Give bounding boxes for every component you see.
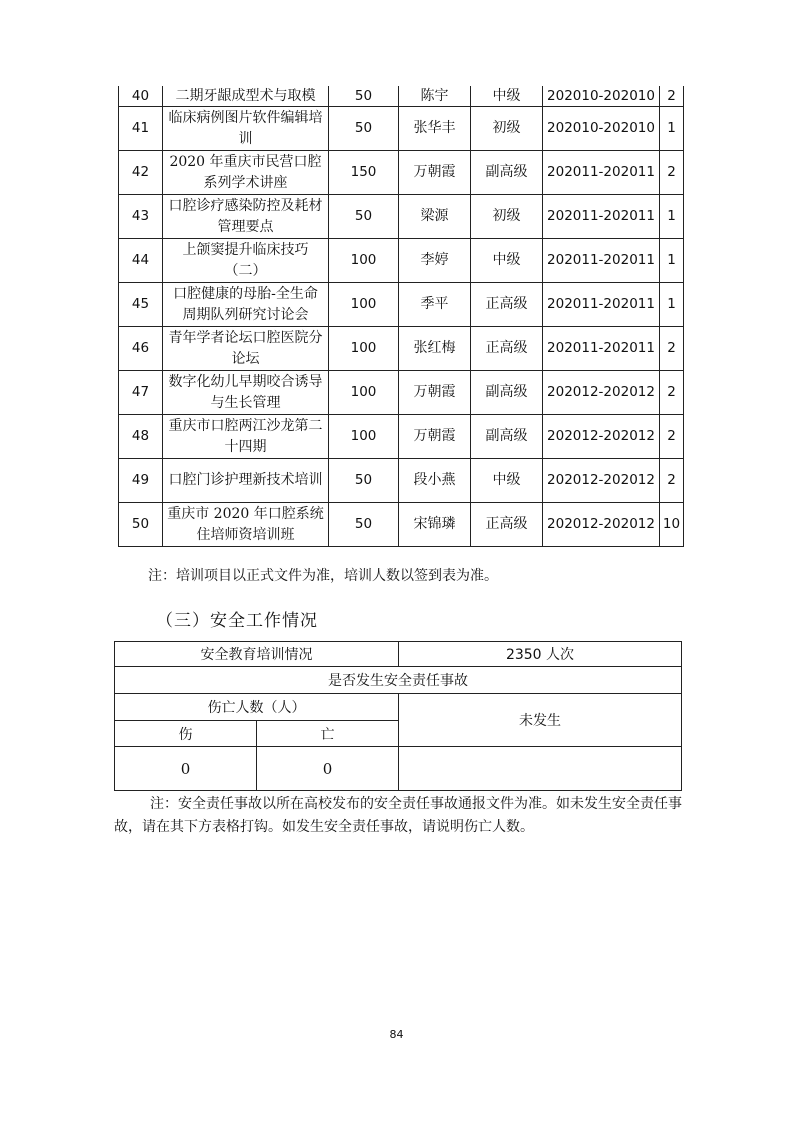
table-row — [119, 371, 684, 415]
safety-table — [114, 641, 682, 791]
safety-note: 注：安全责任事故以所在高校发布的安全责任事故通报文件为准。如未发生安全责任事故，请在其下方表格打钩。如发生安全责任事故，请说明伤亡人数。 — [114, 796, 682, 835]
training-level: 副高级 — [471, 415, 543, 459]
training-credits: 1 — [660, 283, 684, 327]
training-name: 重庆市 2020 年口腔系统住培师资培训班 — [163, 503, 329, 547]
table-row — [119, 107, 684, 151]
training-period: 202010-202010 — [543, 107, 660, 151]
row-number: 41 — [119, 107, 163, 151]
training-credits: 1 — [660, 239, 684, 283]
training-hours: 100 — [329, 239, 399, 283]
dead-value: 0 — [257, 747, 399, 791]
training-hours: 50 — [329, 86, 399, 107]
training-credits: 10 — [660, 503, 684, 547]
row-number: 45 — [119, 283, 163, 327]
accident-result: 未发生 — [399, 694, 682, 747]
training-name: 重庆市口腔两江沙龙第二十四期 — [163, 415, 329, 459]
training-period: 202011-202011 — [543, 239, 660, 283]
table-row — [119, 459, 684, 503]
dead-label: 亡 — [257, 721, 399, 747]
training-hours: 100 — [329, 283, 399, 327]
training-credits: 2 — [660, 86, 684, 107]
training-lead: 宋锦璘 — [399, 503, 471, 547]
training-lead: 张红梅 — [399, 327, 471, 371]
row-number: 44 — [119, 239, 163, 283]
row-number: 50 — [119, 503, 163, 547]
training-hours: 50 — [329, 107, 399, 151]
training-name: 临床病例图片软件编辑培训 — [163, 107, 329, 151]
page-number: 84 — [389, 1028, 404, 1041]
training-name: 青年学者论坛口腔医院分论坛 — [163, 327, 329, 371]
table-row — [119, 151, 684, 195]
table-row — [119, 327, 684, 371]
training-period: 202012-202012 — [543, 459, 660, 503]
training-name: 口腔门诊护理新技术培训 — [163, 459, 329, 503]
training-name: 上颌窦提升临床技巧（二） — [163, 239, 329, 283]
row-number: 47 — [119, 371, 163, 415]
training-period: 202012-202012 — [543, 415, 660, 459]
training-lead: 万朝霞 — [399, 371, 471, 415]
row-number: 43 — [119, 195, 163, 239]
training-period: 202011-202011 — [543, 283, 660, 327]
row-number: 49 — [119, 459, 163, 503]
training-table-body — [119, 86, 684, 547]
training-credits: 2 — [660, 371, 684, 415]
training-lead: 万朝霞 — [399, 415, 471, 459]
table-row — [119, 503, 684, 547]
training-level: 副高级 — [471, 151, 543, 195]
section-title: （三）安全工作情况 — [156, 611, 318, 631]
training-level: 正高级 — [471, 503, 543, 547]
training-lead: 张华丰 — [399, 107, 471, 151]
training-period: 202012-202012 — [543, 371, 660, 415]
table-row — [119, 415, 684, 459]
training-level: 中级 — [471, 239, 543, 283]
training-period: 202011-202011 — [543, 151, 660, 195]
table-row — [119, 195, 684, 239]
training-credits: 2 — [660, 459, 684, 503]
training-lead: 段小燕 — [399, 459, 471, 503]
training-hours: 100 — [329, 415, 399, 459]
row-number: 46 — [119, 327, 163, 371]
training-lead: 李婷 — [399, 239, 471, 283]
training-name: 数字化幼儿早期咬合诱导与生长管理 — [163, 371, 329, 415]
training-lead: 梁源 — [399, 195, 471, 239]
training-lead: 陈宇 — [399, 86, 471, 107]
training-lead: 季平 — [399, 283, 471, 327]
casualty-header: 伤亡人数（人） — [115, 694, 399, 721]
training-credits: 1 — [660, 107, 684, 151]
training-hours: 100 — [329, 327, 399, 371]
training-hours: 100 — [329, 371, 399, 415]
training-hours: 150 — [329, 151, 399, 195]
row-number: 48 — [119, 415, 163, 459]
training-name: 口腔健康的母胎-全生命周期队列研究讨论会 — [163, 283, 329, 327]
injured-value: 0 — [115, 747, 257, 791]
training-level: 正高级 — [471, 283, 543, 327]
training-level: 初级 — [471, 195, 543, 239]
training-level: 中级 — [471, 86, 543, 107]
row-number: 40 — [119, 86, 163, 107]
training-credits: 2 — [660, 415, 684, 459]
training-hours: 50 — [329, 503, 399, 547]
education-value: 2350 人次 — [399, 642, 682, 667]
table-row — [119, 239, 684, 283]
training-period: 202011-202011 — [543, 327, 660, 371]
checkbox-cell[interactable] — [399, 747, 682, 791]
training-period: 202012-202012 — [543, 503, 660, 547]
row-number: 42 — [119, 151, 163, 195]
training-level: 正高级 — [471, 327, 543, 371]
education-label: 安全教育培训情况 — [115, 642, 399, 667]
training-note: 注：培训项目以正式文件为准，培训人数以签到表为准。 — [148, 568, 498, 584]
training-name: 二期牙龈成型术与取模 — [163, 86, 329, 107]
injured-label: 伤 — [115, 721, 257, 747]
training-table — [118, 86, 684, 547]
training-period: 202010-202010 — [543, 86, 660, 107]
training-credits: 2 — [660, 327, 684, 371]
training-level: 中级 — [471, 459, 543, 503]
training-period: 202011-202011 — [543, 195, 660, 239]
training-credits: 2 — [660, 151, 684, 195]
training-hours: 50 — [329, 459, 399, 503]
table-row — [119, 283, 684, 327]
training-name: 口腔诊疗感染防控及耗材管理要点 — [163, 195, 329, 239]
training-lead: 万朝霞 — [399, 151, 471, 195]
training-name: 2020 年重庆市民营口腔系列学术讲座 — [163, 151, 329, 195]
training-level: 副高级 — [471, 371, 543, 415]
training-hours: 50 — [329, 195, 399, 239]
accident-question: 是否发生安全责任事故 — [115, 667, 682, 694]
training-level: 初级 — [471, 107, 543, 151]
table-row — [119, 86, 684, 107]
training-credits: 1 — [660, 195, 684, 239]
